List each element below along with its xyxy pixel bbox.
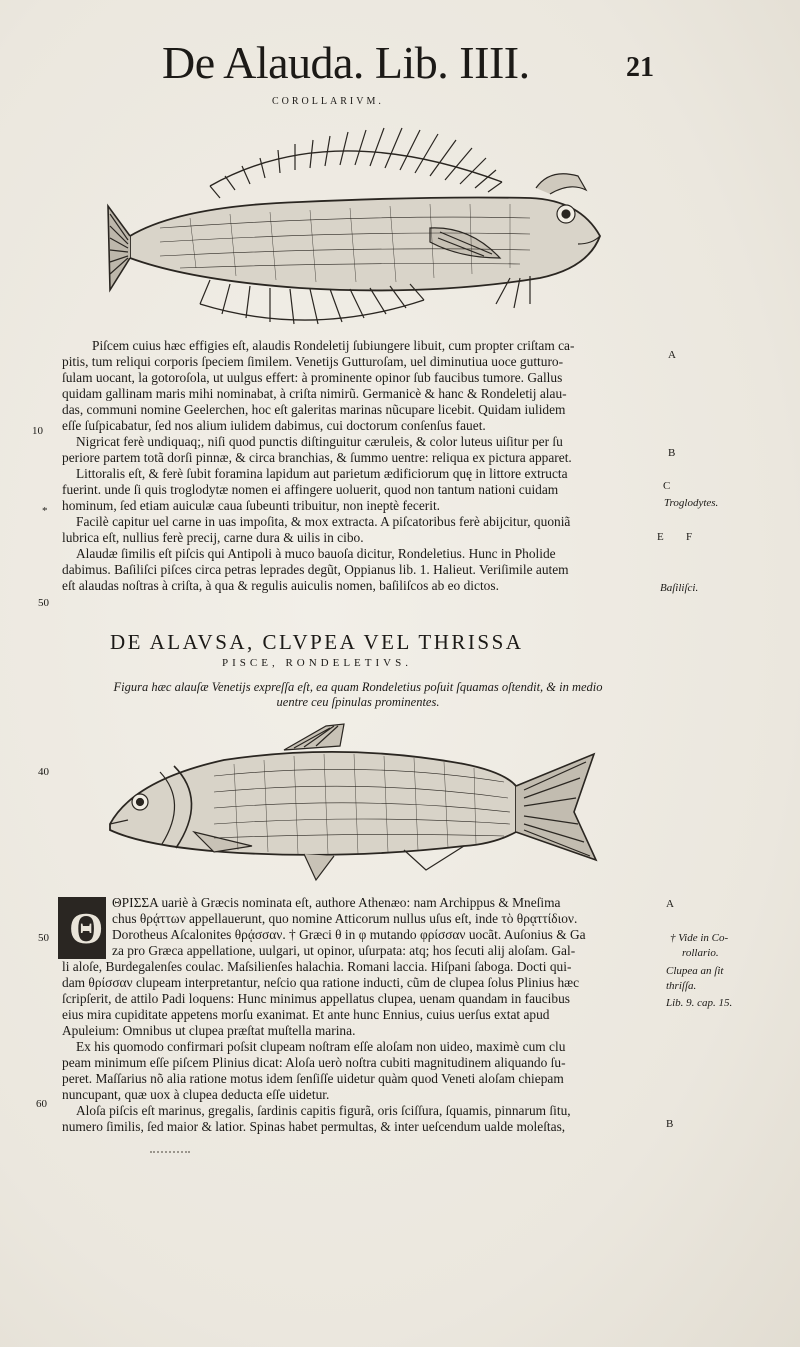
margin-note-troglodytes: Troglodytes. — [664, 497, 719, 509]
text-line: Apuleium: Omnibus ut clupea præſtat muſtella marina. — [62, 1023, 356, 1038]
text-line: Alaudæ ſimilis eſt piſcis qui Antipoli à muco bauoſa dicitur, Rondeletius. Hunc in Pholide — [76, 546, 556, 561]
text-line: Piſcem cuius hæc effigies eſt, alaudis Rondeletij ſubiungere libuit, cum propter criſtam ca- — [92, 338, 575, 353]
text-line: Ex his quomodo confirmari poſsit clupeam noſtram eſſe aloſam non uideo, maximè cum clu — [76, 1039, 566, 1054]
text-line: nuncupant, quæ uox à clupea deducta eſſe uidetur. — [62, 1087, 330, 1102]
margin-note-clupea: Clupea an ſit — [666, 965, 724, 977]
text-line: Dorotheus Aſcalonites θρᾴσσαν. † Græci θ in φ mutando φρίσσαν uocãt. Auſonius & Ga — [112, 927, 586, 942]
text-line: li aloſe, Burdegalenſes coulac. Maſsilienſes halachia. Romani laccia. Hiſpani ſaboga. Docti qui- — [62, 959, 572, 974]
margin-note-corollario: rollario. — [682, 947, 719, 959]
margin-letter-b: B — [668, 447, 676, 459]
margin-letter-a: A — [668, 349, 676, 361]
margin-line-number: 50 — [38, 597, 49, 609]
text-line: das, communi nomine Geelerchen, hoc eſt galeritas marinas nũcupare licebit. Quidam iulidem — [62, 402, 566, 417]
margin-line-number: 40 — [38, 766, 49, 778]
margin-line-number: 60 — [36, 1098, 47, 1110]
section-label: COROLLARIVM. — [272, 96, 384, 107]
text-line: numero ſimilis, ſed maior & latior. Spinas habet permultas, & inter ueſcendum ualde moleſtas, — [62, 1119, 566, 1134]
text-line: Facilè capitur uel carne in uas impoſita, & mox extracta. A piſcatoribus ferè abijcitur, quoniã — [76, 514, 571, 529]
margin-letter-c: C — [663, 480, 671, 492]
section2-text — [62, 895, 662, 1135]
text-line: fuerint. unde ſi quis troglodytæ nomen ei affingere uoluerit, quod non tantum nationi cuidam — [62, 482, 559, 497]
margin-letter-a: A — [666, 898, 674, 910]
text-line: dam θρίσσαν clupeam interpretantur, neſcio qua ratione inducti, cũm de clupea ſolus Plinius hæc — [62, 975, 580, 990]
margin-note-lib: Lib. 9. cap. 15. — [666, 997, 733, 1009]
margin-letter-e: E — [657, 531, 664, 543]
fish-illustration-shad — [104, 720, 604, 890]
text-line: eius mira cupiditate appetens morſu exanimat. Et ante hunc Ennius, cuius uerſus extat apud — [62, 1007, 550, 1022]
page-title: De Alauda. Lib. IIII. — [162, 37, 530, 88]
text-line: quidam gallinam maris mihi nominabat, à criſta nimirũ. Germanicè & hanc & Rondeletij alau- — [62, 386, 567, 401]
section2-heading: DE ALAVSA, CLVPEA VEL THRISSA — [110, 630, 524, 654]
faint-offset-mark — [150, 1148, 190, 1153]
text-line: chus θρᾴττων appellauerunt, quo nomine Atticorum nullus uſus eſt, inde τὸ θρᾳττίδιον. — [112, 911, 578, 926]
margin-letter-b: B — [666, 1118, 674, 1130]
section2-subheading: PISCE, RONDELETIVS. — [222, 657, 412, 669]
text-line: eſt alaudas noſtras à criſta, à qua & regulis auiculis nomen, baſiliſcos ab eo dictos. — [62, 578, 499, 593]
margin-line-number: 50 — [38, 932, 49, 944]
section1-text — [46, 338, 658, 594]
text-line: peam minimum eſſe piſcem Plinius dicat: Aloſa uerò noſtra cubiti magnitudinem aliquando ſu- — [62, 1055, 566, 1070]
text-line: eſſe ſuſpicabatur, ſed nos alium iulidem dabimus, cui doctorum conſenſus fauet. — [62, 418, 486, 433]
margin-note-thrissa: thriſſa. — [666, 980, 697, 992]
margin-note-vide: † Vide in Co- — [670, 932, 729, 944]
text-line: Nigricat ferè undiquaq;, niſi quod punctis diſtinguitur cæruleis, & color luteus uiſitur per ſu — [76, 434, 563, 449]
text-line: za pro Græca appellatione, uulgari, ut opinor, uſurpata: atq; hos ſecuti alij aloſam. Gal- — [112, 943, 576, 958]
margin-note-basilisci: Baſiliſci. — [660, 582, 699, 594]
text-line: peret. Maſſarius nõ alia ratione motus idem ſenſiſſe uidetur quàm quod Veneti aloſam chiepam — [62, 1071, 564, 1086]
text-line: dabimus. Baſiliſci piſces circa petras leprades degũt, Oppianus lib. 1. Halieut. Veriſimile autem — [62, 562, 569, 577]
text-line: lubrica eſt, nullius ferè precij, carne dura & uilis in cibo. — [62, 530, 364, 545]
text-line: Aloſa piſcis eſt marinus, gregalis, ſardinis capitis figurã, oris ſciſſura, ſquamis, pinnarum ſitu, — [76, 1103, 571, 1118]
figure-caption: Figura hæc alauſæ Venetijs expreſſa eſt, ea quam Rondeletius poſuit ſquamas oſtendit, & in medio uentre ceu ſpinulas prominentes. — [113, 680, 603, 709]
initial-letter: Θ — [69, 904, 104, 953]
text-line: ſcripſerit, de attilo Padi loquens: Hunc minimus appellatus clupea, uenam quandam in faucibus — [62, 991, 570, 1006]
page-number: 21 — [626, 52, 654, 83]
text-line: hominum, ſed etiam auiculæ caua ſubeunti tribuitur, non ineptè fecerit. — [62, 498, 441, 513]
fish-illustration-blenny — [100, 118, 610, 333]
text-line: Littoralis eſt, & ferè ſubit foramina lapidum aut parietum ædificiorum quę in littore extructa — [76, 466, 568, 481]
text-line: ΘΡΙΣΣΑ uariè à Græcis nominata eſt, authore Athenæo: nam Archippus & Mneſima — [112, 895, 561, 910]
margin-letter-f: F — [686, 531, 693, 543]
margin-star: * — [42, 505, 48, 517]
text-line: pitis, tum reliqui corporis ſpeciem ſimilem. Venetijs Gutturoſam, uel diminutiua uoce gutturo- — [62, 354, 564, 369]
text-line: periore partem totã dorſi pinnæ, & circa branchias, & ſummo uentre: reliqua ex pictura apparet. — [62, 450, 572, 465]
text-line: ſulam uocant, la gotoroſola, ut uulgus effert: à prominente opinor ſub faucibus tumore. Gallus — [62, 370, 563, 385]
margin-line-number: 10 — [32, 425, 43, 437]
